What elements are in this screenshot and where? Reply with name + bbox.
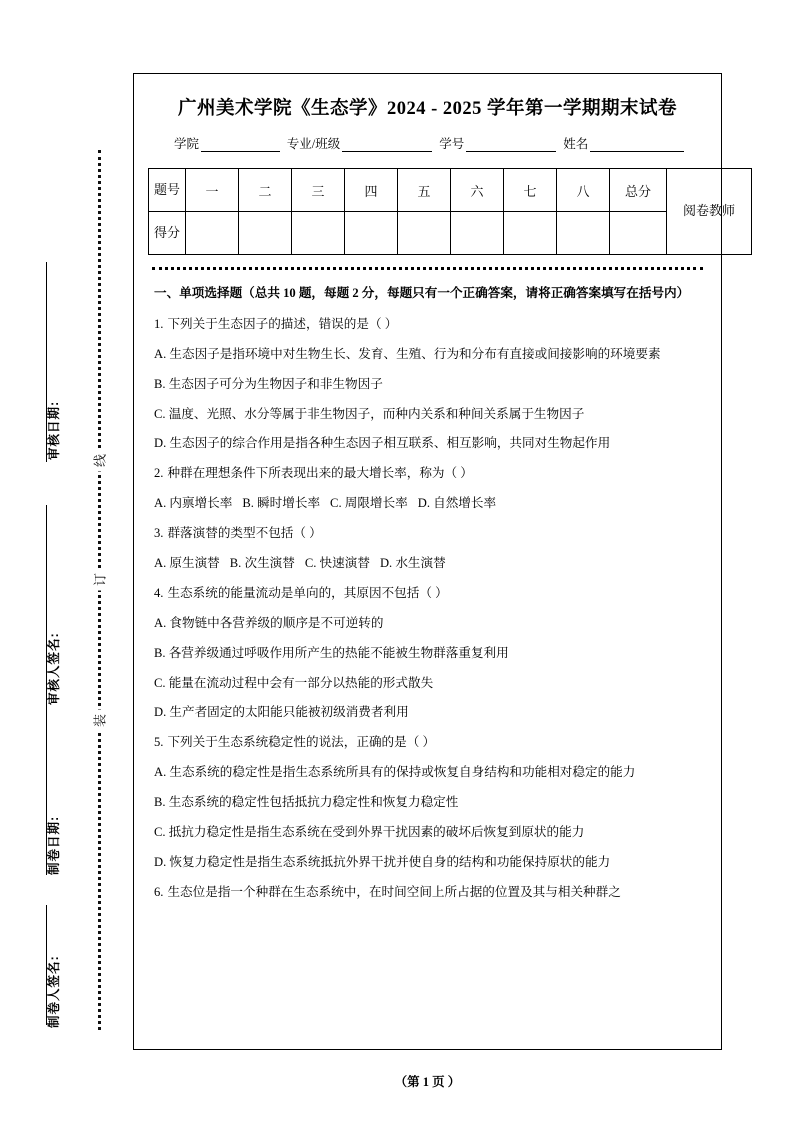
column-header-8: 八 xyxy=(557,169,610,212)
question-6 xyxy=(154,883,701,903)
question-1-number: 1. xyxy=(154,316,164,331)
major-class-label: 专业/班级 xyxy=(286,137,341,151)
question-2-option-b[interactable]: B. 瞬时增长率 xyxy=(242,496,321,511)
question-2-number: 2. xyxy=(154,466,164,481)
score-cell-8[interactable] xyxy=(557,212,610,255)
table-row-question-numbers xyxy=(149,169,752,212)
score-cell-total[interactable] xyxy=(610,212,667,255)
paper-maker-signature-label: 制卷人签名: xyxy=(47,955,61,1028)
column-header-5: 五 xyxy=(398,169,451,212)
question-4-option-b[interactable]: B. 各营养级通过呼吸作用所产生的热能不能被生物群落重复利用 xyxy=(154,645,509,660)
page-number-label: （第 1 页 ） xyxy=(394,1075,461,1089)
question-3 xyxy=(154,524,701,574)
fold-char-ding: 订 xyxy=(86,569,113,591)
page-footer xyxy=(133,1072,722,1090)
question-3-option-d[interactable]: D. 水生演替 xyxy=(379,556,446,571)
fold-char-xian: 线 xyxy=(86,450,113,472)
fold-char-zhuang: 装 xyxy=(86,710,113,732)
question-5-option-d[interactable]: D. 恢复力稳定性是指生态系统抵抗外界干扰并使自身的结构和功能保持原状的能力 xyxy=(154,854,611,869)
score-table xyxy=(148,168,752,255)
question-6-stem xyxy=(154,883,701,903)
score-cell-4[interactable] xyxy=(345,212,398,255)
question-5-option-c[interactable]: C. 抵抗力稳定性是指生态系统在受到外界干扰因素的破坏后恢复到原状的能力 xyxy=(154,825,585,840)
left-binding-margin xyxy=(0,0,133,1122)
name-label: 姓名 xyxy=(563,137,589,151)
question-3-text: 群落演替的类型不包括（ ） xyxy=(167,526,322,541)
reviewer-signature-label: 审核人签名: xyxy=(47,632,61,705)
question-1-stem xyxy=(154,315,701,335)
row-header-score: 得分 xyxy=(149,212,186,255)
question-2-option-c[interactable]: C. 周限增长率 xyxy=(330,496,408,511)
score-cell-1[interactable] xyxy=(186,212,239,255)
question-1-option-c[interactable]: C. 温度、光照、水分等属于非生物因子，而种内关系和种间关系属于生物因子 xyxy=(154,406,585,421)
score-cell-2[interactable] xyxy=(239,212,292,255)
question-2-options xyxy=(154,494,701,514)
question-5-text: 下列关于生态系统稳定性的说法，正确的是（ ） xyxy=(167,735,436,750)
question-1-option-a[interactable]: A. 生态因子是指环境中对生物生长、发育、生殖、行为和分布有直接或间接影响的环境要素 xyxy=(154,346,661,361)
score-cell-3[interactable] xyxy=(292,212,345,255)
student-identity-fields xyxy=(148,134,707,152)
column-header-3: 三 xyxy=(292,169,345,212)
score-cell-6[interactable] xyxy=(451,212,504,255)
section-heading-multiple-choice: 一、单项选择题（总共 10 题，每题 2 分，每题只有一个正确答案，请将正确答案填写在括号内） xyxy=(154,286,690,300)
questions-content xyxy=(148,284,707,903)
question-2-text: 种群在理想条件下所表现出来的最大增长率，称为（ ） xyxy=(167,466,473,481)
college-input[interactable] xyxy=(201,138,280,152)
column-header-7: 七 xyxy=(504,169,557,212)
score-cell-7[interactable] xyxy=(504,212,557,255)
question-5 xyxy=(154,733,701,872)
question-5-option-b[interactable]: B. 生态系统的稳定性包括抵抗力稳定性和恢复力稳定性 xyxy=(154,795,459,810)
table-row-scores xyxy=(149,212,752,255)
question-3-options xyxy=(154,554,701,574)
question-2-option-a[interactable]: A. 内禀增长率 xyxy=(154,496,233,511)
question-4 xyxy=(154,584,701,723)
question-4-number: 4. xyxy=(154,585,164,600)
paper-maker-date-label: 制卷日期: xyxy=(47,815,61,875)
question-1-text: 下列关于生态因子的描述，错误的是（ ） xyxy=(167,316,398,331)
question-6-number: 6. xyxy=(154,884,164,899)
score-cell-5[interactable] xyxy=(398,212,451,255)
question-3-number: 3. xyxy=(154,526,164,541)
question-1-option-b[interactable]: B. 生态因子可分为生物因子和非生物因子 xyxy=(154,376,383,391)
question-2-option-d[interactable]: D. 自然增长率 xyxy=(417,496,497,511)
question-1-option-d[interactable]: D. 生态因子的综合作用是指各种生态因子相互联系、相互影响，共同对生物起作用 xyxy=(154,436,611,451)
question-3-option-a[interactable]: A. 原生演替 xyxy=(154,556,220,571)
question-4-option-c[interactable]: C. 能量在流动过程中会有一部分以热能的形式散失 xyxy=(154,675,434,690)
exam-paper-body xyxy=(133,73,735,1050)
column-header-4: 四 xyxy=(345,169,398,212)
student-id-label: 学号 xyxy=(439,137,465,151)
name-input[interactable] xyxy=(590,138,684,152)
column-header-2: 二 xyxy=(239,169,292,212)
row-header-question-number: 题号 xyxy=(149,169,186,212)
review-date-label: 审核日期: xyxy=(47,400,61,460)
student-id-input[interactable] xyxy=(466,138,556,152)
question-5-stem xyxy=(154,733,701,753)
question-5-option-a[interactable]: A. 生态系统的稳定性是指生态系统所具有的保持或恢复自身结构和功能相对稳定的能力 xyxy=(154,765,636,780)
college-label: 学院 xyxy=(174,137,200,151)
question-1 xyxy=(154,315,701,454)
question-4-stem xyxy=(154,584,701,604)
column-header-grading-teacher[interactable]: 阅卷教师 xyxy=(667,169,752,255)
question-2 xyxy=(154,464,701,514)
column-header-1: 一 xyxy=(186,169,239,212)
question-6-text: 生态位是指一个种群在生态系统中，在时间空间上所占据的位置及其与相关种群之 xyxy=(167,884,621,899)
question-3-stem xyxy=(154,524,701,544)
question-3-option-b[interactable]: B. 次生演替 xyxy=(229,556,295,571)
column-header-6: 六 xyxy=(451,169,504,212)
exam-title: 广州美术学院《生态学》2024 - 2025 学年第一学期期末试卷 xyxy=(177,99,678,119)
question-5-number: 5. xyxy=(154,735,164,750)
question-4-option-a[interactable]: A. 食物链中各营养级的顺序是不可逆转的 xyxy=(154,615,384,630)
major-class-input[interactable] xyxy=(342,138,432,152)
question-3-option-c[interactable]: C. 快速演替 xyxy=(304,556,370,571)
section-divider xyxy=(152,267,703,270)
column-header-total: 总分 xyxy=(610,169,667,212)
question-2-stem xyxy=(154,464,701,484)
question-4-text: 生态系统的能量流动是单向的，其原因不包括（ ） xyxy=(167,585,448,600)
question-4-option-d[interactable]: D. 生产者固定的太阳能只能被初级消费者利用 xyxy=(154,705,409,720)
